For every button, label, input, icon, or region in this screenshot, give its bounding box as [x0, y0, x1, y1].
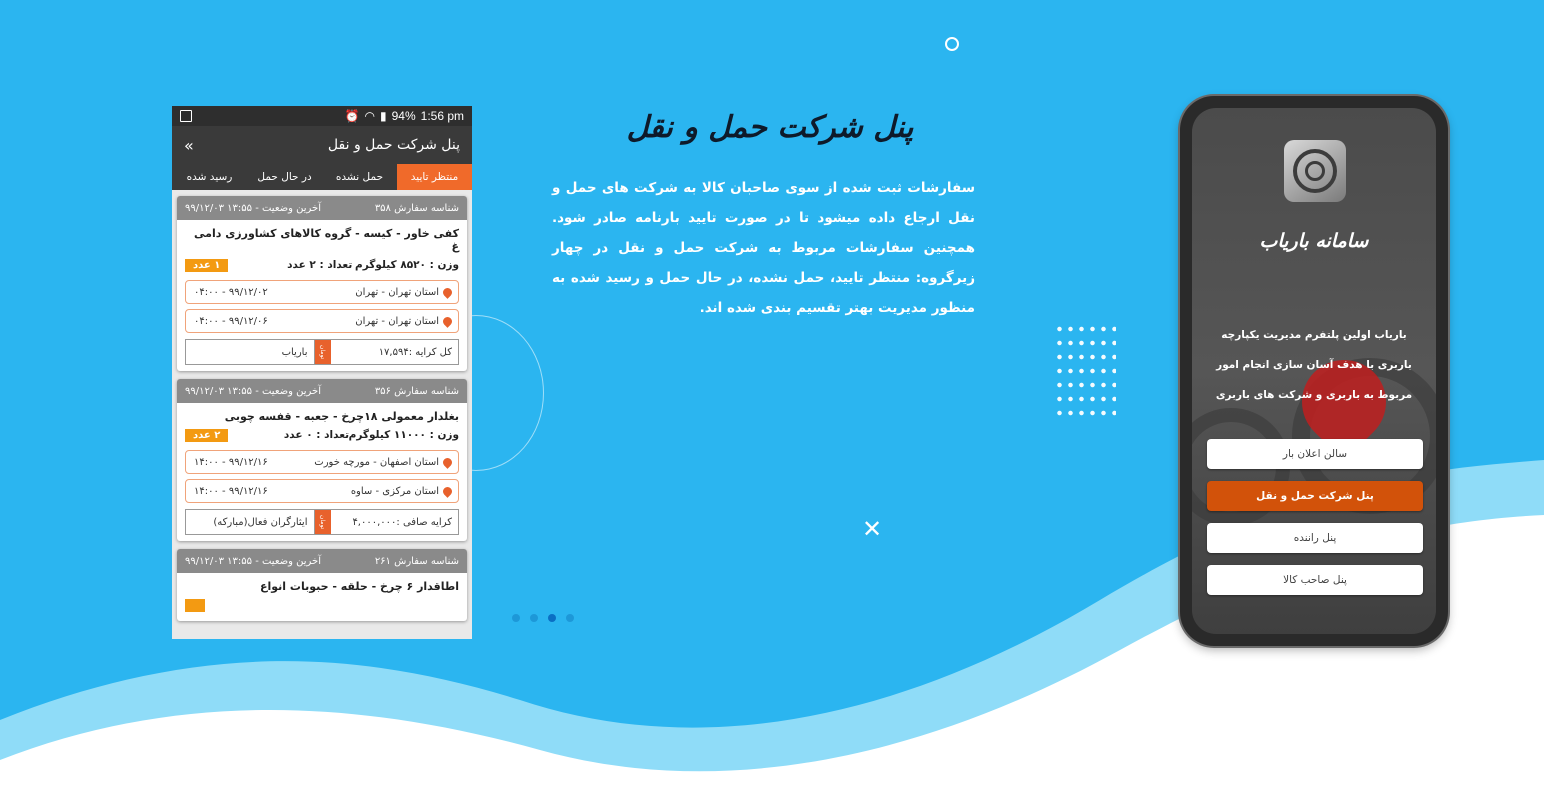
brand-pitch: باریاب اولین پلتفرم مدیریت یکپارچه باربری با هدف آسان سازی انجام امور مربوط به باربری و شرکت های باربری	[1215, 329, 1413, 401]
tab-in-transit[interactable]: در حال حمل	[257, 171, 312, 183]
cargo-description: کفی خاور - کیسه - گروه کالاهای کشاورزی دامی غ	[194, 227, 459, 253]
cargo-count: تعداد : ۲ عدد	[287, 259, 353, 271]
destination-location	[185, 479, 459, 503]
phone-mockup	[1180, 96, 1448, 646]
slider-dot-active[interactable]	[548, 614, 556, 622]
decorative-ring	[945, 37, 959, 51]
cargo-hall-button[interactable]: سالن اعلان بار	[1207, 439, 1423, 469]
driver-panel-button[interactable]: پنل راننده	[1207, 523, 1423, 553]
brand-title: سامانه باریاب	[1259, 230, 1369, 252]
tab-not-shipped[interactable]: حمل نشده	[335, 171, 384, 183]
android-screenshot	[172, 106, 472, 639]
quantity-badge: ۱ عدد	[185, 259, 228, 272]
company-name: ایثارگران فعال(مبارکه)	[186, 510, 315, 534]
app-bar	[172, 126, 472, 164]
fare-row	[185, 509, 459, 535]
origin-time: ۹۹/۱۲/۱۶ - ۱۴:۰۰	[194, 456, 268, 468]
destination-text: استان تهران - تهران	[355, 315, 439, 327]
currency-tag: تومان	[315, 510, 331, 534]
cargo-description: بغلدار معمولی ۱۸چرخ - جعبه - قفسه چوبی	[224, 410, 459, 423]
destination-text: استان مرکزی - ساوه	[350, 485, 439, 497]
location-pin-icon	[441, 456, 454, 469]
location-pin-icon	[441, 286, 454, 299]
alarm-icon: ⏰	[344, 109, 360, 123]
quantity-badge: ۲ عدد	[185, 429, 228, 442]
order-status: آخرین وضعیت - ۱۳:۵۵ ۹۹/۱۲/۰۳	[185, 202, 322, 214]
order-id: شناسه سفارش ۳۵۶	[374, 385, 459, 397]
order-card[interactable]	[177, 196, 467, 371]
currency-tag: تومان	[315, 340, 331, 364]
fare-amount: کل کرایه :۱۷,۵۹۴	[378, 346, 452, 358]
cargo-count: تعداد : ۰ عدد	[283, 429, 350, 441]
battery-level: 94%	[391, 109, 416, 123]
app-bar-title: پنل شرکت حمل و نقل	[327, 137, 460, 153]
cargo-weight: وزن : ۸۵۲۰ کیلوگرم	[355, 259, 459, 271]
company-name: باریاب	[186, 340, 315, 364]
slider-dot[interactable]	[530, 614, 538, 622]
cargo-description: اطاقدار ۶ چرخ - حلقه - حبوبات انواع	[259, 580, 459, 593]
phone-screen	[1192, 108, 1436, 634]
order-id: شناسه سفارش ۳۵۸	[374, 202, 459, 214]
back-icon[interactable]: »	[184, 135, 194, 155]
fare-amount: کرایه صافی :۴,۰۰۰,۰۰۰	[352, 516, 452, 528]
order-status: آخرین وضعیت - ۱۳:۵۵ ۹۹/۱۲/۰۳	[185, 385, 322, 397]
location-pin-icon	[441, 315, 454, 328]
quantity-badge	[185, 599, 204, 612]
order-id: شناسه سفارش ۲۶۱	[374, 555, 459, 567]
origin-time: ۹۹/۱۲/۰۲ - ۰۴:۰۰	[194, 286, 268, 298]
origin-text: استان تهران - تهران	[355, 286, 439, 298]
wifi-icon: ◠	[364, 109, 375, 123]
fare-row	[185, 339, 459, 365]
origin-location	[185, 280, 459, 304]
tab-delivered[interactable]: رسید شده	[186, 171, 233, 183]
location-pin-icon	[441, 485, 454, 498]
status-time: 1:56 pm	[420, 109, 464, 123]
order-card[interactable]	[177, 379, 467, 541]
cargo-owner-panel-button[interactable]: پنل صاحب کالا	[1207, 565, 1423, 595]
origin-text: استان اصفهان - مورچه خورت	[314, 456, 439, 468]
slider-dot[interactable]	[512, 614, 520, 622]
status-bar	[172, 106, 472, 126]
notification-icon	[180, 110, 192, 122]
order-status: آخرین وضعیت - ۱۳:۵۵ ۹۹/۱۲/۰۳	[185, 555, 322, 567]
slider-pagination[interactable]	[512, 614, 574, 622]
transport-company-panel-button[interactable]: پنل شرکت حمل و نقل	[1207, 481, 1423, 511]
slider-dot[interactable]	[566, 614, 574, 622]
origin-location	[185, 450, 459, 474]
destination-location	[185, 309, 459, 333]
section-description: سفارشات ثبت شده از سوی صاحبان کالا به شرکت های حمل و نقل ارجاع داده میشود تا در صورت تایید بارنامه صادر شود. همچنین سفارشات مربوط به شرکت حمل و نقل در چهار زیرگروه: منتظر تایید، حمل نشده، در حال حمل و رسید شده به منظور مدیریت بهتر تقسیم بندی شده اند.	[552, 180, 975, 316]
section-headline: پنل شرکت حمل و نقل	[626, 110, 914, 145]
cargo-weight: وزن : ۱۱۰۰۰ کیلوگرم	[348, 429, 459, 441]
order-tabs	[172, 164, 472, 190]
destination-time: ۹۹/۱۲/۰۶ - ۰۴:۰۰	[194, 315, 268, 327]
tab-awaiting-approval[interactable]: منتظر تایید	[397, 164, 472, 190]
order-card[interactable]	[177, 549, 467, 621]
signal-icon: ▮	[380, 109, 387, 123]
decorative-dots	[1054, 322, 1116, 420]
close-decor-icon: ✕	[862, 515, 883, 543]
baryab-logo-icon	[1284, 140, 1346, 202]
destination-time: ۹۹/۱۲/۱۶ - ۱۴:۰۰	[194, 485, 268, 497]
